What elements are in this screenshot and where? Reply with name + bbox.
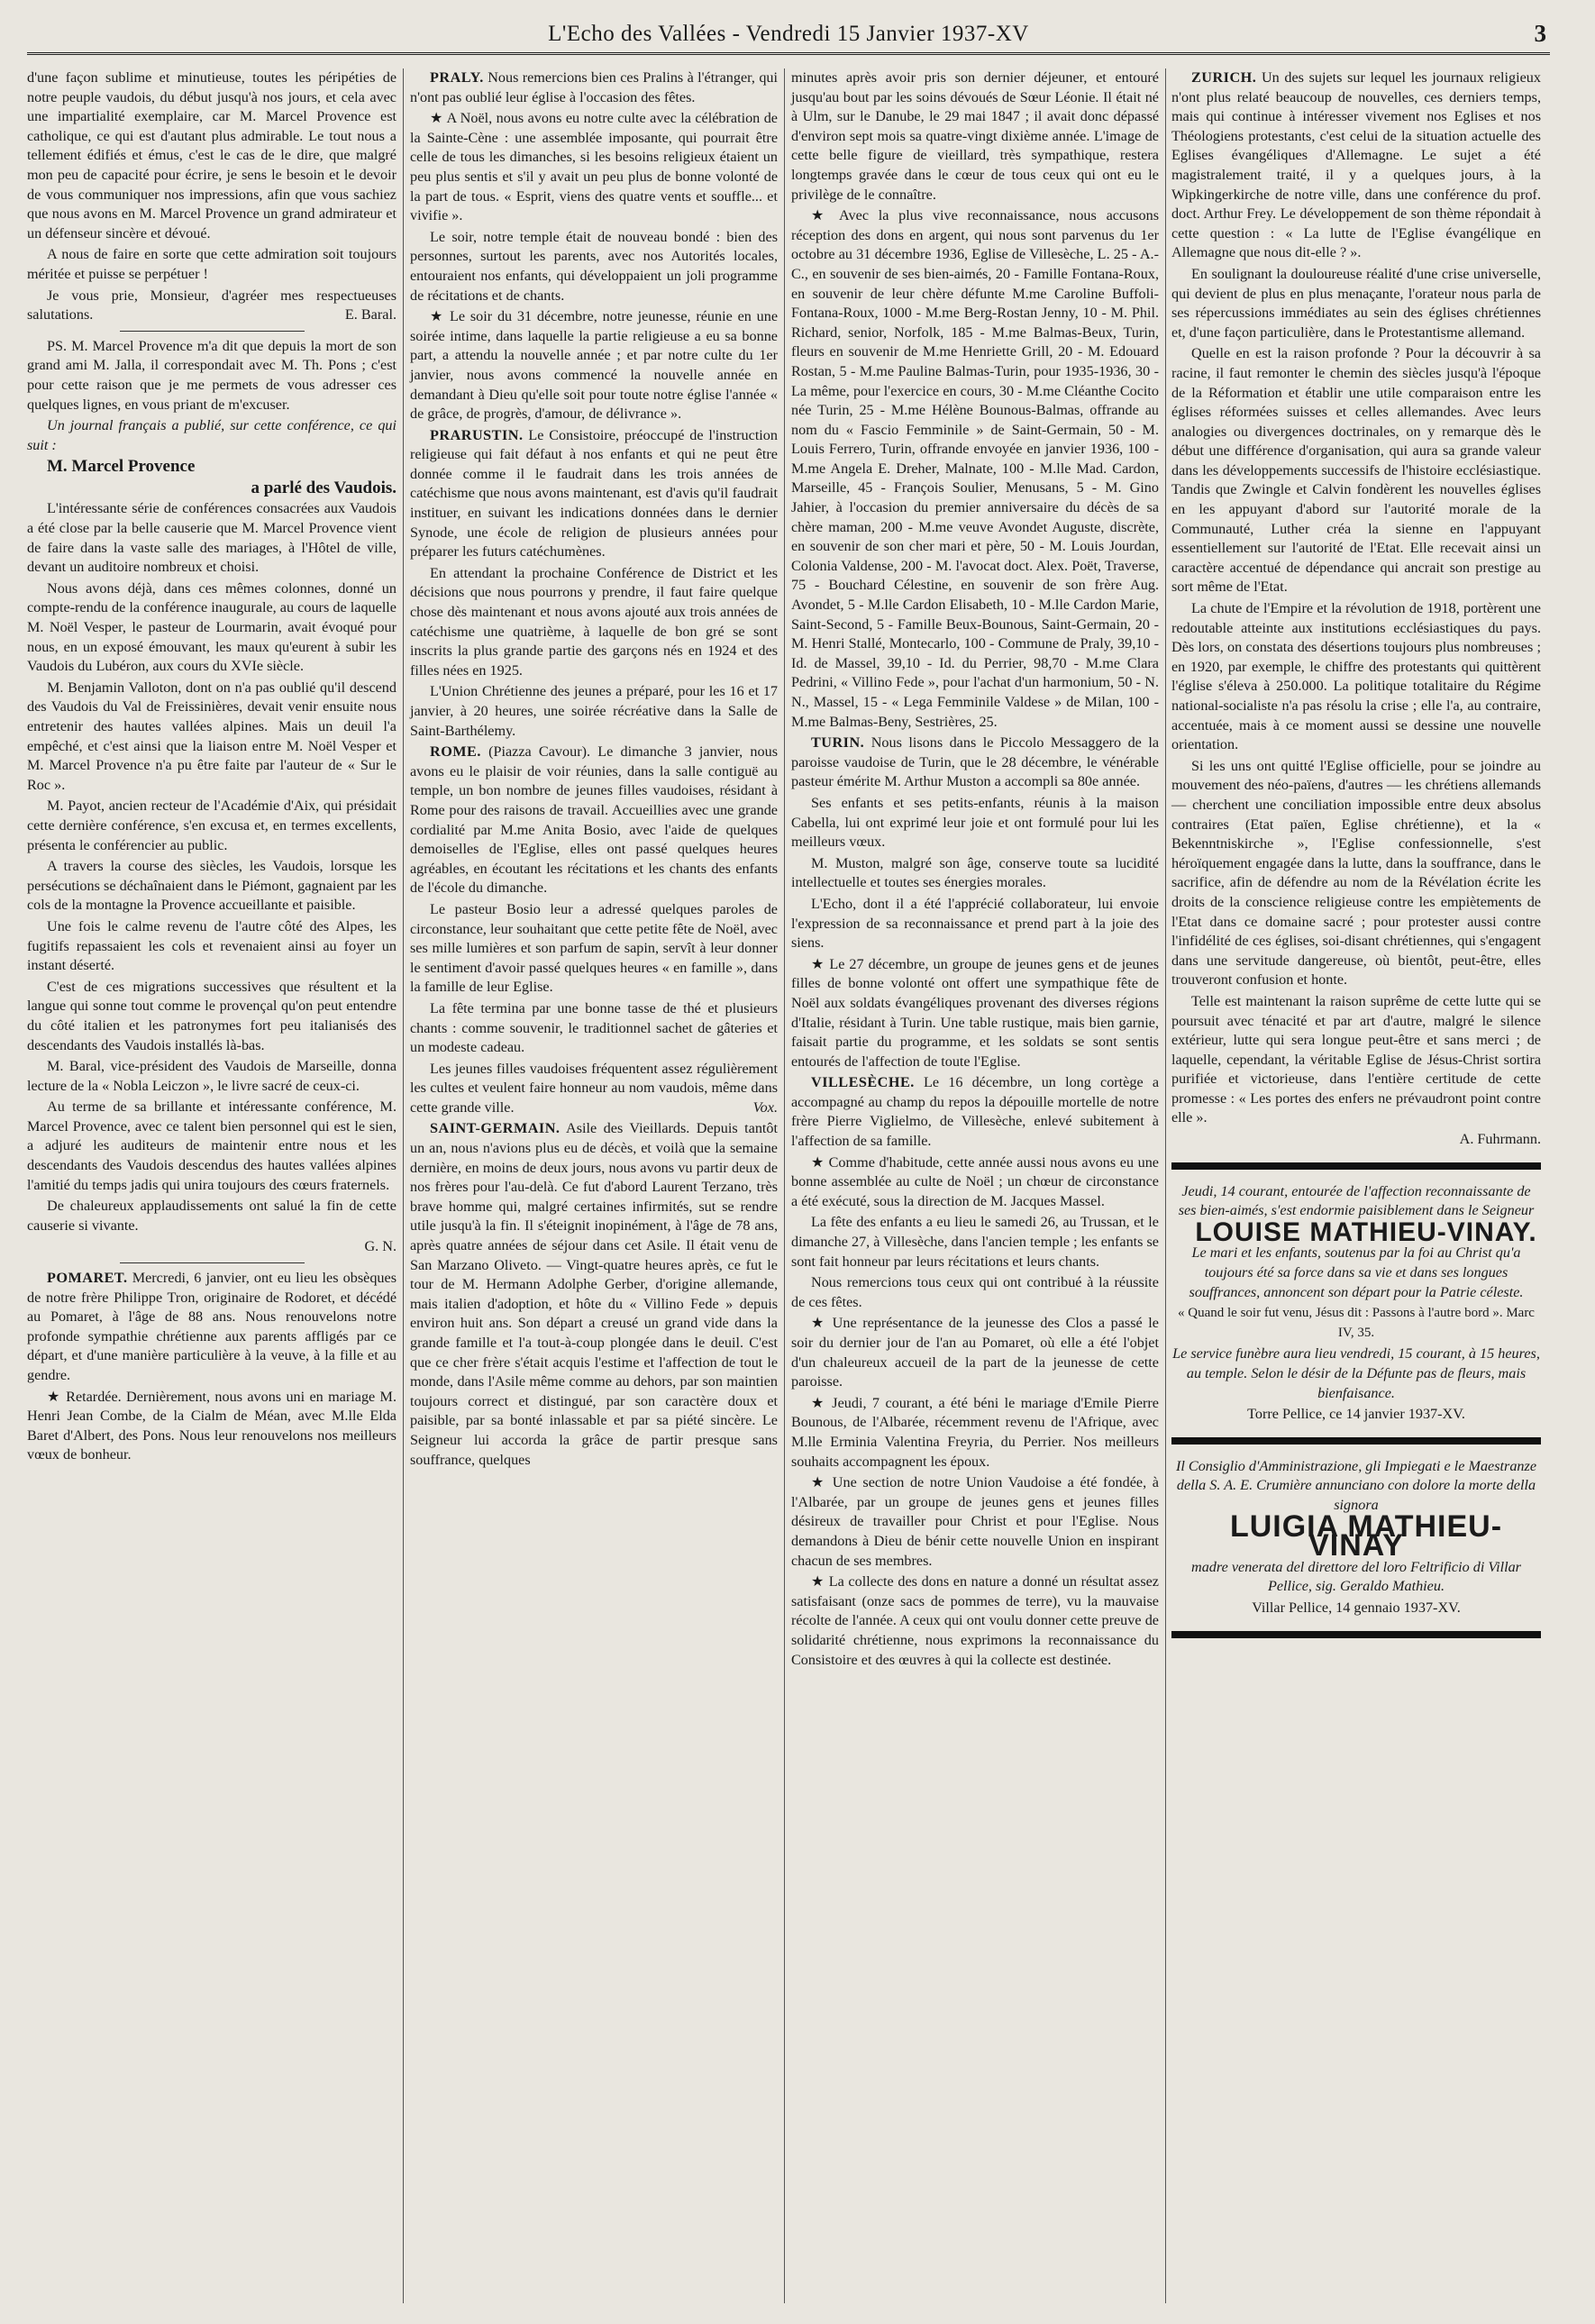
paragraph: PRARUSTIN. Le Consistoire, préoccupé de l'instruction religieuse qui fait défaut à nos enfants et qui ne peut être donnée comme il le faudrait dans les trois années de catéchisme que nous avons maintenant, est d'avis qu'il faudrait instituer, en suivant les indications données dans le dernier Synode, une école de religion de plusieurs années pour préparer les futurs catéchumènes. bbox=[410, 426, 778, 560]
obituary-text: Il Consiglio d'Amministrazione, gli Impiegati e le Maestranze della S. A. E. Crumière annunciano con dolore la morte della signora bbox=[1175, 1457, 1537, 1513]
place-lead: ROME. bbox=[430, 743, 481, 761]
paragraph: ROME. (Piazza Cavour). Le dimanche 3 janvier, nous avons eu le plaisir de voir réunies, dans la salle contiguë au temple, un bon nombre de jeunes filles vaudoises, résidant à Rome pour des raisons de travail. Accueillies avec une grande cordialité par M.me Anita Bosio, avec l'aide de quelques demoiselles de l'Eglise, elles ont passé quelques heures agréables, en écoutant les récitations et les chants des enfants de l'école du dimanche. bbox=[410, 743, 779, 897]
paragraph: Je vous prie, Monsieur, d'agréer mes respectueuses salutations. E. Baral. bbox=[27, 287, 396, 325]
paragraph: L'intéressante série de conférences consacrées aux Vaudois a été close par la belle causerie que M. Marcel Provence vient de faire dans la vaste salle des mariages, à l'Hôtel de ville, devant un auditoire nombreux et choisi. bbox=[27, 500, 396, 576]
paragraph: d'une façon sublime et minutieuse, toutes les péripéties de notre peuple vaudois, du début jusqu'à nos jours, et cela avec une impartialité exemplaire, car M. Marcel Provence est catholique, ce qui est d'autant plus admirable. Le tout nous a tellement édifiés et émus, c'est le cas de le dire, que malgré mon peu de capacité pour écrire, je sens le besoin et le devoir de vous communiquer nos impressions, afin que vous sachiez que nous avons en M. Marcel Provence un grand admirateur et un défenseur sincère et dévoué. bbox=[27, 69, 396, 242]
paragraph: TURIN. Nous lisons dans le Piccolo Messaggero de la paroisse vaudoise de Turin, que le 28 décembre, le vénérable pasteur émérite M. Arthur Muston a accompli sa 80e année. bbox=[791, 734, 1160, 790]
place-lead: POMARET. bbox=[47, 1270, 128, 1287]
obituary-text: Jeudi, 14 courant, entourée de l'affection reconnaissante de ses bien-aimés, s'est endormie paisiblement dans le Seigneur bbox=[1178, 1182, 1535, 1219]
paragraph: ★ Avec la plus vive reconnaissance, nous accusons réception des dons en argent, qui nous sont parvenus du 1er octobre au 31 décembre 1936, Eglise de Villesèche, L. 25 - A.-C., en souvenir de ses bien-aimés, 20 - Famille Fontana-Roux, en souvenir de leur chère défunte M.me Caroline Buffoli-Fontana-Roux, 1000 - M.me Berg-Rostan Jenny, 10 - M. Phil. Richard, senior, Norfolk, 185 - M.me Balmas-Beux, Turin, fleurs en souvenir de M.me Henriette Grill, 20 - M. Edouard Rostan, 5 - M.me Pauline Balmas-Turin, pour 1935-1936, 30 - La même, pour l'exercice en cours, 30 - M.me Cléanthe Cocito née Turin, 25 - M.me Hélène Bounous-Balmas, offrande au nom du « Fascio Femminile » de Saint-Germain, 50 - M. Louis Ferrero, Turin, offrande envoyée en janvier 1936, 100 - M.me Angela E. Dreher, Malnate, 100 - M.lle Mad. Cardon, Marseille, 45 - François Soulier, Menusans, 5 - M. Gino Jahier, à l'occasion du premier anniversaire du décès de sa chère maman, 200 - M.me veuve Avondet Auguste, discrète, en souvenir de son cher mari et père, 50 - M. Louis Jourdan, Colonia Valdense, 200 - M. l'avocat doct. Alex. Poët, Traverse, 75 - Bouchard Célestine, en souvenir de son frère Aug. Avondet, 5 - M.lle Cardon Elisabeth, 10 - M.lle Cardon Marie, Saint-Second, 5 - Famille Beux-Bounous, Saint-Germain, 20 - M. Henri Stallé, Montecarlo, 100 - Commune de Praly, 39,10 - Id. de Massel, 39,10 - Id. du Perrier, 98,70 - M.me Clara Pedrini, « Villino Fede », pour l'achat d'un harmonium, 50 - N. N., Massel, 15 - « Lega Femminile Valdese » de Milan, 100 - M.me Balmas-Beny, Sestrières, 25. bbox=[791, 207, 1159, 730]
obituary-name: LOUISE MATHIEU-VINAY. bbox=[1195, 1217, 1537, 1247]
postscript: PS. M. Marcel Provence m'a dit que depuis la mort de son grand ami M. Jalla, il correspondait avec M. Th. Pons ; c'est pour cette raison que je me permets de vous adresser ces quelques lignes, en vous priant de m'excuser. bbox=[27, 337, 396, 413]
paragraph: La fête termina par une bonne tasse de thé et plusieurs chants : comme souvenir, le traditionnel sachet de gâteries et un modeste cadeau. bbox=[410, 999, 778, 1056]
paragraph: ★ Le soir du 31 décembre, notre jeunesse, réunie en une soirée intime, dans laquelle la partie religieuse a eu sa bonne part, a attendu la nouvelle année ; et par notre culte du 1er janvier, nous avons commencé la nouvelle année en demandant à Dieu qu'elle soit pour toute notre église l'année « de grâce, de progrès, d'amour, de délivrance ». bbox=[410, 308, 778, 423]
paragraph: M. Payot, ancien recteur de l'Académie d'Aix, qui présidait cette dernière conférence, s'en excusa et, en termes excellents, présenta le conférencier au public. bbox=[27, 797, 396, 853]
paragraph: ★ Une section de notre Union Vaudoise a été fondée, à l'Albarée, par un groupe de jeunes gens et jeunes filles désireux de travailler pour Christ et pour l'Eglise. Nous demandons à Dieu de bénir cette nouvelle Union en inspirant chacun de ses membres. bbox=[791, 1474, 1159, 1569]
paragraph: L'Echo, dont il a été l'apprécié collaborateur, lui envoie l'expression de sa reconnaissance et prend part à la joie des siens. bbox=[791, 895, 1159, 952]
obituary-name: LUIGIA MATHIEU-VINAY bbox=[1229, 1508, 1503, 1563]
paragraph: VILLESÈCHE. Le 16 décembre, un long cortège a accompagné au champ du repos la dépouille mortelle de notre frère Pierre Viglielmo, de Villesèche, enlevé subitement à l'affection de sa famille. bbox=[791, 1074, 1159, 1150]
obituary-text: Le mari et les enfants, soutenus par la foi au Christ qu'a toujours été sa force dans sa vie et dans ses longues souffrances, annoncent son départ pour la Patrie céleste. bbox=[1189, 1244, 1524, 1300]
paragraph: La chute de l'Empire et la révolution de 1918, portèrent une redoutable atteinte aux institutions ecclésiastiques du pays. Dès lors, on constata des désertions toujours plus nombreuses ; en 1920, par exemple, le chiffre des protestants qui quittèrent l'église s'éleva à 250.000. La politique totalitaire du Régime national-socialiste n'a pas résolu la crise ; elle l'a, au contraire, accentuée, mais à ce moment aussi se dessine une nouvelle orientation. bbox=[1171, 600, 1541, 753]
paragraph: A nous de faire en sorte que cette admiration soit toujours méritée et puisse se perpétuer ! bbox=[27, 246, 396, 282]
paragraph: ★ Comme d'habitude, cette année aussi nous avons eu une bonne assemblée au culte de Noël ; un chœur de circonstance a été exécuté, sous la direction de M. Jacques Massel. bbox=[791, 1153, 1159, 1209]
column-2 bbox=[410, 68, 778, 1472]
paragraph: De chaleureux applaudissements ont salué la fin de cette causerie si vivante. bbox=[27, 1198, 396, 1234]
column-1 bbox=[27, 68, 396, 1467]
paragraph: A travers la course des siècles, les Vaudois, lorsque les persécutions se déchaînaient dans le Piémont, gagnaient par les cols de la montagne la Provence accueillante et paisible. bbox=[27, 858, 396, 914]
column-3 bbox=[791, 68, 1159, 1672]
paragraph: M. Baral, vice-président des Vaudois de Marseille, donna lecture de la « Nobla Leiczon », le livre sacré de ceux-ci. bbox=[27, 1058, 396, 1094]
newspaper-title: L'Echo des Vallées - Vendredi 15 Janvier 1937-XV bbox=[548, 22, 1029, 46]
paragraph: L'Union Chrétienne des jeunes a préparé, pour les 16 et 17 janvier, à 20 heures, une soirée récréative dans la Salle de Saint-Barthélemy. bbox=[410, 683, 778, 739]
signature: Vox. bbox=[752, 1098, 778, 1116]
column-divider bbox=[1165, 68, 1166, 2303]
separator bbox=[120, 331, 305, 332]
place-lead: VILLESÈCHE. bbox=[811, 1074, 915, 1091]
paragraph: M. Muston, malgré son âge, conserve toute sa lucidité intellectuelle et toutes ses énergies morales. bbox=[791, 854, 1159, 891]
separator bbox=[120, 1262, 305, 1263]
paragraph: ★ Jeudi, 7 courant, a été béni le mariage d'Emile Pierre Bounous, de l'Albarée, récemment revenu de l'Afrique, avec M.lle Erminia Valentina Freyria, du Perrier. Nos meilleurs souhaits accompagnent les époux. bbox=[791, 1394, 1159, 1470]
signature: A. Fuhrmann. bbox=[1459, 1131, 1541, 1148]
paragraph: ★ A Noël, nous avons eu notre culte avec la célébration de la Sainte-Cène : une assemblée imposante, qui pourrait être celle de tous les dimanches, si les besoins religieux étaient un peu plus sentis et s'il y avait un peu plus de bonne volonté de la part de tous. « Esprit, viens des quatre vents et souffle... et vivifie ». bbox=[410, 110, 778, 224]
paragraph: Le pasteur Bosio leur a adressé quelques paroles de circonstance, leur souhaitant que cette petite fête de Noël, avec ses mille lumières et son parfum de sapin, servît à leur donner le sentiment d'avoir passé quelques heures « en famille », dans la famille de leur Eglise. bbox=[410, 900, 778, 996]
page-header bbox=[27, 16, 1550, 55]
notice-border bbox=[1171, 1162, 1541, 1170]
column-divider bbox=[784, 68, 785, 2303]
paragraph: Au terme de sa brillante et intéressante conférence, M. Marcel Provence, avec ce talent bien personnel qui est le sien, a adjuré les auditeurs de maintenir entre nous et les descendants des Vaudois descendus des hautes vallées alpines l'amitié du temps jadis qui unira toujours des cœurs fraternels. bbox=[27, 1098, 396, 1193]
paragraph: Telle est maintenant la raison suprême de cette lutte qui se poursuit avec ténacité et par art d'autre, malgré le silence extérieur, lutte qui sera longue peut-être et sans merci ; de laquelle, cependant, la véritable Eglise de Jésus-Christ sortira purifiée et victorieuse, dans l'entière certitude de cette promesse : « Les portes des enfers ne prévaudront point contre elle ». bbox=[1171, 992, 1541, 1126]
paragraph: La fête des enfants a eu lieu le samedi 26, au Trussan, et le dimanche 27, à Villesèche, dans l'ancien temple ; les enfants se sont fait honneur par leurs récitations et leurs chants. bbox=[791, 1214, 1159, 1270]
paragraph: minutes après avoir pris son dernier déjeuner, et entouré jusqu'au bout par les soins dévoués de Sœur Léonie. Il était né à Ulm, sur le Danube, le 29 mai 1847 ; il avait donc dépassé d'environ sept mois sa quatre-vingt dixième année. L'image de cette belle figure de vieillard, très sympathique, restera longtemps gravée dans le cœur de tous ceux qui ont eu le privilège de le connaître. bbox=[791, 69, 1159, 203]
obituary-place-date: Torre Pellice, ce 14 janvier 1937-XV. bbox=[1247, 1406, 1465, 1423]
place-lead: PRALY. bbox=[430, 69, 484, 86]
place-lead: TURIN. bbox=[811, 734, 865, 752]
paragraph: C'est de ces migrations successives que résultent et la langue qui sonne tout comme le provençal qu'on peut entendre du côté italien et les patronymes fort peu italianisés des descendants des Vaudois installés là-bas. bbox=[27, 978, 396, 1053]
place-lead: SAINT-GERMAIN. bbox=[430, 1120, 561, 1137]
article-heading: M. Marcel Provence bbox=[47, 457, 196, 477]
paragraph: ★ La collecte des dons en nature a donné un résultat assez satisfaisant (onze sacs de pommes de terre), vu la mauvaise récolte de l'année. A ceux qui ont voulu donner cette preuve de solidarité chrétienne, nous exprimons la reconnaissance du Consistoire et des œuvres à qui la collecte est destinée. bbox=[791, 1573, 1159, 1668]
paragraph: ZURICH. Un des sujets sur lequel les journaux religieux n'ont plus relaté beaucoup de nouvelles, ces derniers temps, mais qui continue à intéresser vivement nos Eglises et nos Théologiens protestants, c'est celui de la situation actuelle des Eglises évangéliques d'Allemagne. Le sujet a été magistralement traité, il y a quelques jours, à la Wipkingerkirche de notre ville, dans une conférence du prof. doct. Arthur Frey. Le développement de son thème répondait à cette question : « La lutte de l'Eglise évangélique en Allemagne que nous dit-elle ? ». bbox=[1171, 69, 1541, 261]
place-lead: PRARUSTIN. bbox=[430, 426, 524, 443]
signature: E. Baral. bbox=[344, 306, 396, 324]
paragraph: Une fois le calme revenu de l'autre côté des Alpes, les fugitifs repassaient les cols et revenaient ainsi au foyer un instant déserté. bbox=[27, 917, 396, 974]
intro: Un journal français a publié, sur cette conférence, ce qui suit : bbox=[27, 417, 396, 453]
paragraph: En soulignant la douloureuse réalité d'une crise universelle, qui devient de plus en plus menaçante, l'orateur nous parla de ses répercussions immédiates au sein des églises chrétiennes et, d'une façon particulière, dans le Protestantisme allemand. bbox=[1171, 265, 1541, 341]
obituary-text: madre venerata del direttore del loro Feltrificio di Villar Pellice, sig. Geraldo Mathieu. bbox=[1191, 1558, 1521, 1595]
place-lead: ZURICH. bbox=[1191, 69, 1257, 86]
paragraph: Quelle en est la raison profonde ? Pour la découvrir à sa racine, il faut remonter le chemin des siècles jusqu'à l'époque de la Réformation et établir une utile comparaison entre les églises réformées suisses et celles allemandes. Avec leurs analogies ou divergences doctrinales, on y remarque dès le début une différence d'organisation, qui aura sa grande valeur dans les développements successifs de l'histoire ecclésiastique. Tandis que Zwingle et Calvin fondèrent les nouvelles églises en les appuyant d'abord sur l'autorité morale de la Communauté, Luther créa la sienne en l'appuyant essentiellement sur l'autorité de l'Etat. Elle recevait ainsi un caractère accentué de dépendance qui ancrait son prestige au sort même de l'Etat. bbox=[1171, 345, 1541, 596]
paragraph: SAINT-GERMAIN. Asile des Vieillards. Depuis tantôt un an, nous n'avions plus eu de décès, et voilà que la semaine dernière, en moins de deux jours, nous avons vu partir deux de nos frères pour l'au-delà. Ce fut d'abord Laurent Terzano, très brave homme qui, malgré certaines infirmités, sut se rendre utile jusqu'à la fin. Il s'éteignit inopinément, à l'âge de 78 ans, après quatre années de séjour dans cet Asile. Il était venu de San Marzano Oliveto. — Vingt-quatre heures après, ce fut le tour de M. Hermann Adolphe Gerber, d'origine allemande, mais italien d'adoption, et hôte du « Villino Fede » depuis environ huit ans. Son départ a creusé un grand vide dans la grande famille et l'a tout-à-coup plongée dans le deuil. C'est que ce cher frère s'était acquis l'estime et l'affection de tout le monde, dans l'Asile même comme au dehors, par son maintien toujours correct et distingué, par son caractère doux et paisible, par sa bonté inlassable et par sa piété sincère. Le Seigneur lui accorda la grâce de partir presque sans souffrance, quelques bbox=[410, 1120, 778, 1468]
page-number: 3 bbox=[1534, 20, 1546, 47]
paragraph: Nous remercions tous ceux qui ont contribué à la réussite de ces fêtes. bbox=[791, 1274, 1159, 1310]
obituary-place-date: Villar Pellice, 14 gennaio 1937-XV. bbox=[1252, 1599, 1461, 1616]
paragraph: POMARET. Mercredi, 6 janvier, ont eu lieu les obsèques de notre frère Philippe Tron, originaire de Rodoret, et décédé au Pomaret, à l'âge de 88 ans. Nous renouvelons notre profonde sympathie chrétienne aux parents affligés par ce départ, et d'une manière particulière à la veuve, à la fille et au gendre. bbox=[27, 1270, 396, 1383]
paragraph: Si les uns ont quitté l'Eglise officielle, pour se joindre au mouvement des néo-païens, d'autres — les chrétiens allemands — cherchent une conciliation impossible entre deux absolus contraires (Etat païen, Eglise chrétienne), et la « Bekenntniskirche », l'Eglise confessionnelle, s'est héroïquement engagée dans la lutte, dans la souffrance, dans le sacrifice, afin de défendre au nom de la Révélation écrite les droits de la conscience religieuse contre les empiètements de l'Etat dans ce domaine sacré ; pour protester aussi contre l'infidélité de ces églises, soi-disant chrétiennes, qui s'engagent dans une servitude dangereuse, où bientôt, peut-être, elles trouveront confusion et honte. bbox=[1171, 757, 1541, 989]
paragraph: ★ Retardée. Dernièrement, nous avons uni en mariage M. Henri Jean Combe, de la Cialm de Méan, avec M.lle Elda Baret d'Albert, des Pons. Nous leur renouvelons nos meilleurs vœux de bonheur. bbox=[27, 1388, 396, 1463]
column-4 bbox=[1171, 68, 1541, 1651]
paragraph: PRALY. Nous remercions bien ces Pralins à l'étranger, qui n'ont pas oublié leur église à l'occasion des fêtes. bbox=[410, 69, 778, 105]
paragraph: En attendant la prochaine Conférence de District et les décisions que nous pourrons y prendre, il faut faire quelque chose dès maintenant et nous avons ajouté aux trois années de catéchisme une quatrième, à laquelle de bon gré se sont inscrits la plus grande partie des garçons nés en 1924 et des filles nées en 1925. bbox=[410, 564, 778, 679]
paragraph: M. Benjamin Valloton, dont on n'a pas oublié qu'il descend des Vaudois du Val de Freissinières, devait venir ensuite nous entretenir des hautes vallées alpines. Mais un deuil l'a empêché, et c'est ainsi que la liaison entre M. Noël Vesper et M. Marcel Provence n'a pu être faite par l'auteur de « Sur le Roc ». bbox=[27, 679, 396, 793]
paragraph: Le soir, notre temple était de nouveau bondé : bien des personnes, surtout les parents, avec nos Autorités locales, entouraient nos enfants, qui développaient un joli programme de récitations et de chants. bbox=[410, 228, 778, 304]
signature: G. N. bbox=[364, 1238, 396, 1255]
paragraph: Les jeunes filles vaudoises fréquentent assez régulièrement les cultes et veulent faire honneur au nom vaudois, même dans cette grande ville. Vox. bbox=[410, 1060, 778, 1118]
article-heading: a parlé des Vaudois. bbox=[251, 478, 396, 497]
paragraph: Nous avons déjà, dans ces mêmes colonnes, donné un compte-rendu de la conférence inaugurale, au cours de laquelle M. Noël Vesper, le pasteur de Lourmarin, avait évoqué pour nous, en un exposé émouvant, les maux qu'eurent à subir les Vaudois du Lubéron, aux cours du XVIe siècle. bbox=[27, 579, 396, 675]
paragraph: Ses enfants et ses petits-enfants, réunis à la maison Cabella, lui ont exprimé leur joie et ont formulé pour lui les meilleurs vœux. bbox=[791, 794, 1159, 851]
notice-border bbox=[1171, 1437, 1541, 1445]
column-divider bbox=[403, 68, 404, 2303]
obituary-text: Le service funèbre aura lieu vendredi, 15 courant, à 15 heures, au temple. Selon le désir de la Défunte pas de fleurs, mais bienfaisance. bbox=[1172, 1345, 1540, 1401]
paragraph: ★ Le 27 décembre, un groupe de jeunes gens et de jeunes filles de bonne volonté ont offert une sympathique fête de Noël aux soldats évangéliques provenant des diverses régions d'Italie, résidant à Turin. Une table rustique, mais bien garnie, faisait partie du programme, et les soldats se sont sentis entourés de l'affection de toute l'Eglise. bbox=[791, 955, 1159, 1070]
obituary-verse: « Quand le soir fut venu, Jésus dit : Passons à l'autre bord ». Marc IV, 35. bbox=[1178, 1306, 1535, 1340]
notice-border bbox=[1171, 1631, 1541, 1638]
paragraph: ★ Une représentance de la jeunesse des Clos a passé le soir du dernier jour de l'an au Pomaret, où elle a été l'objet d'un chaleureux accueil de la part de la jeunesse de cette paroisse. bbox=[791, 1315, 1159, 1390]
